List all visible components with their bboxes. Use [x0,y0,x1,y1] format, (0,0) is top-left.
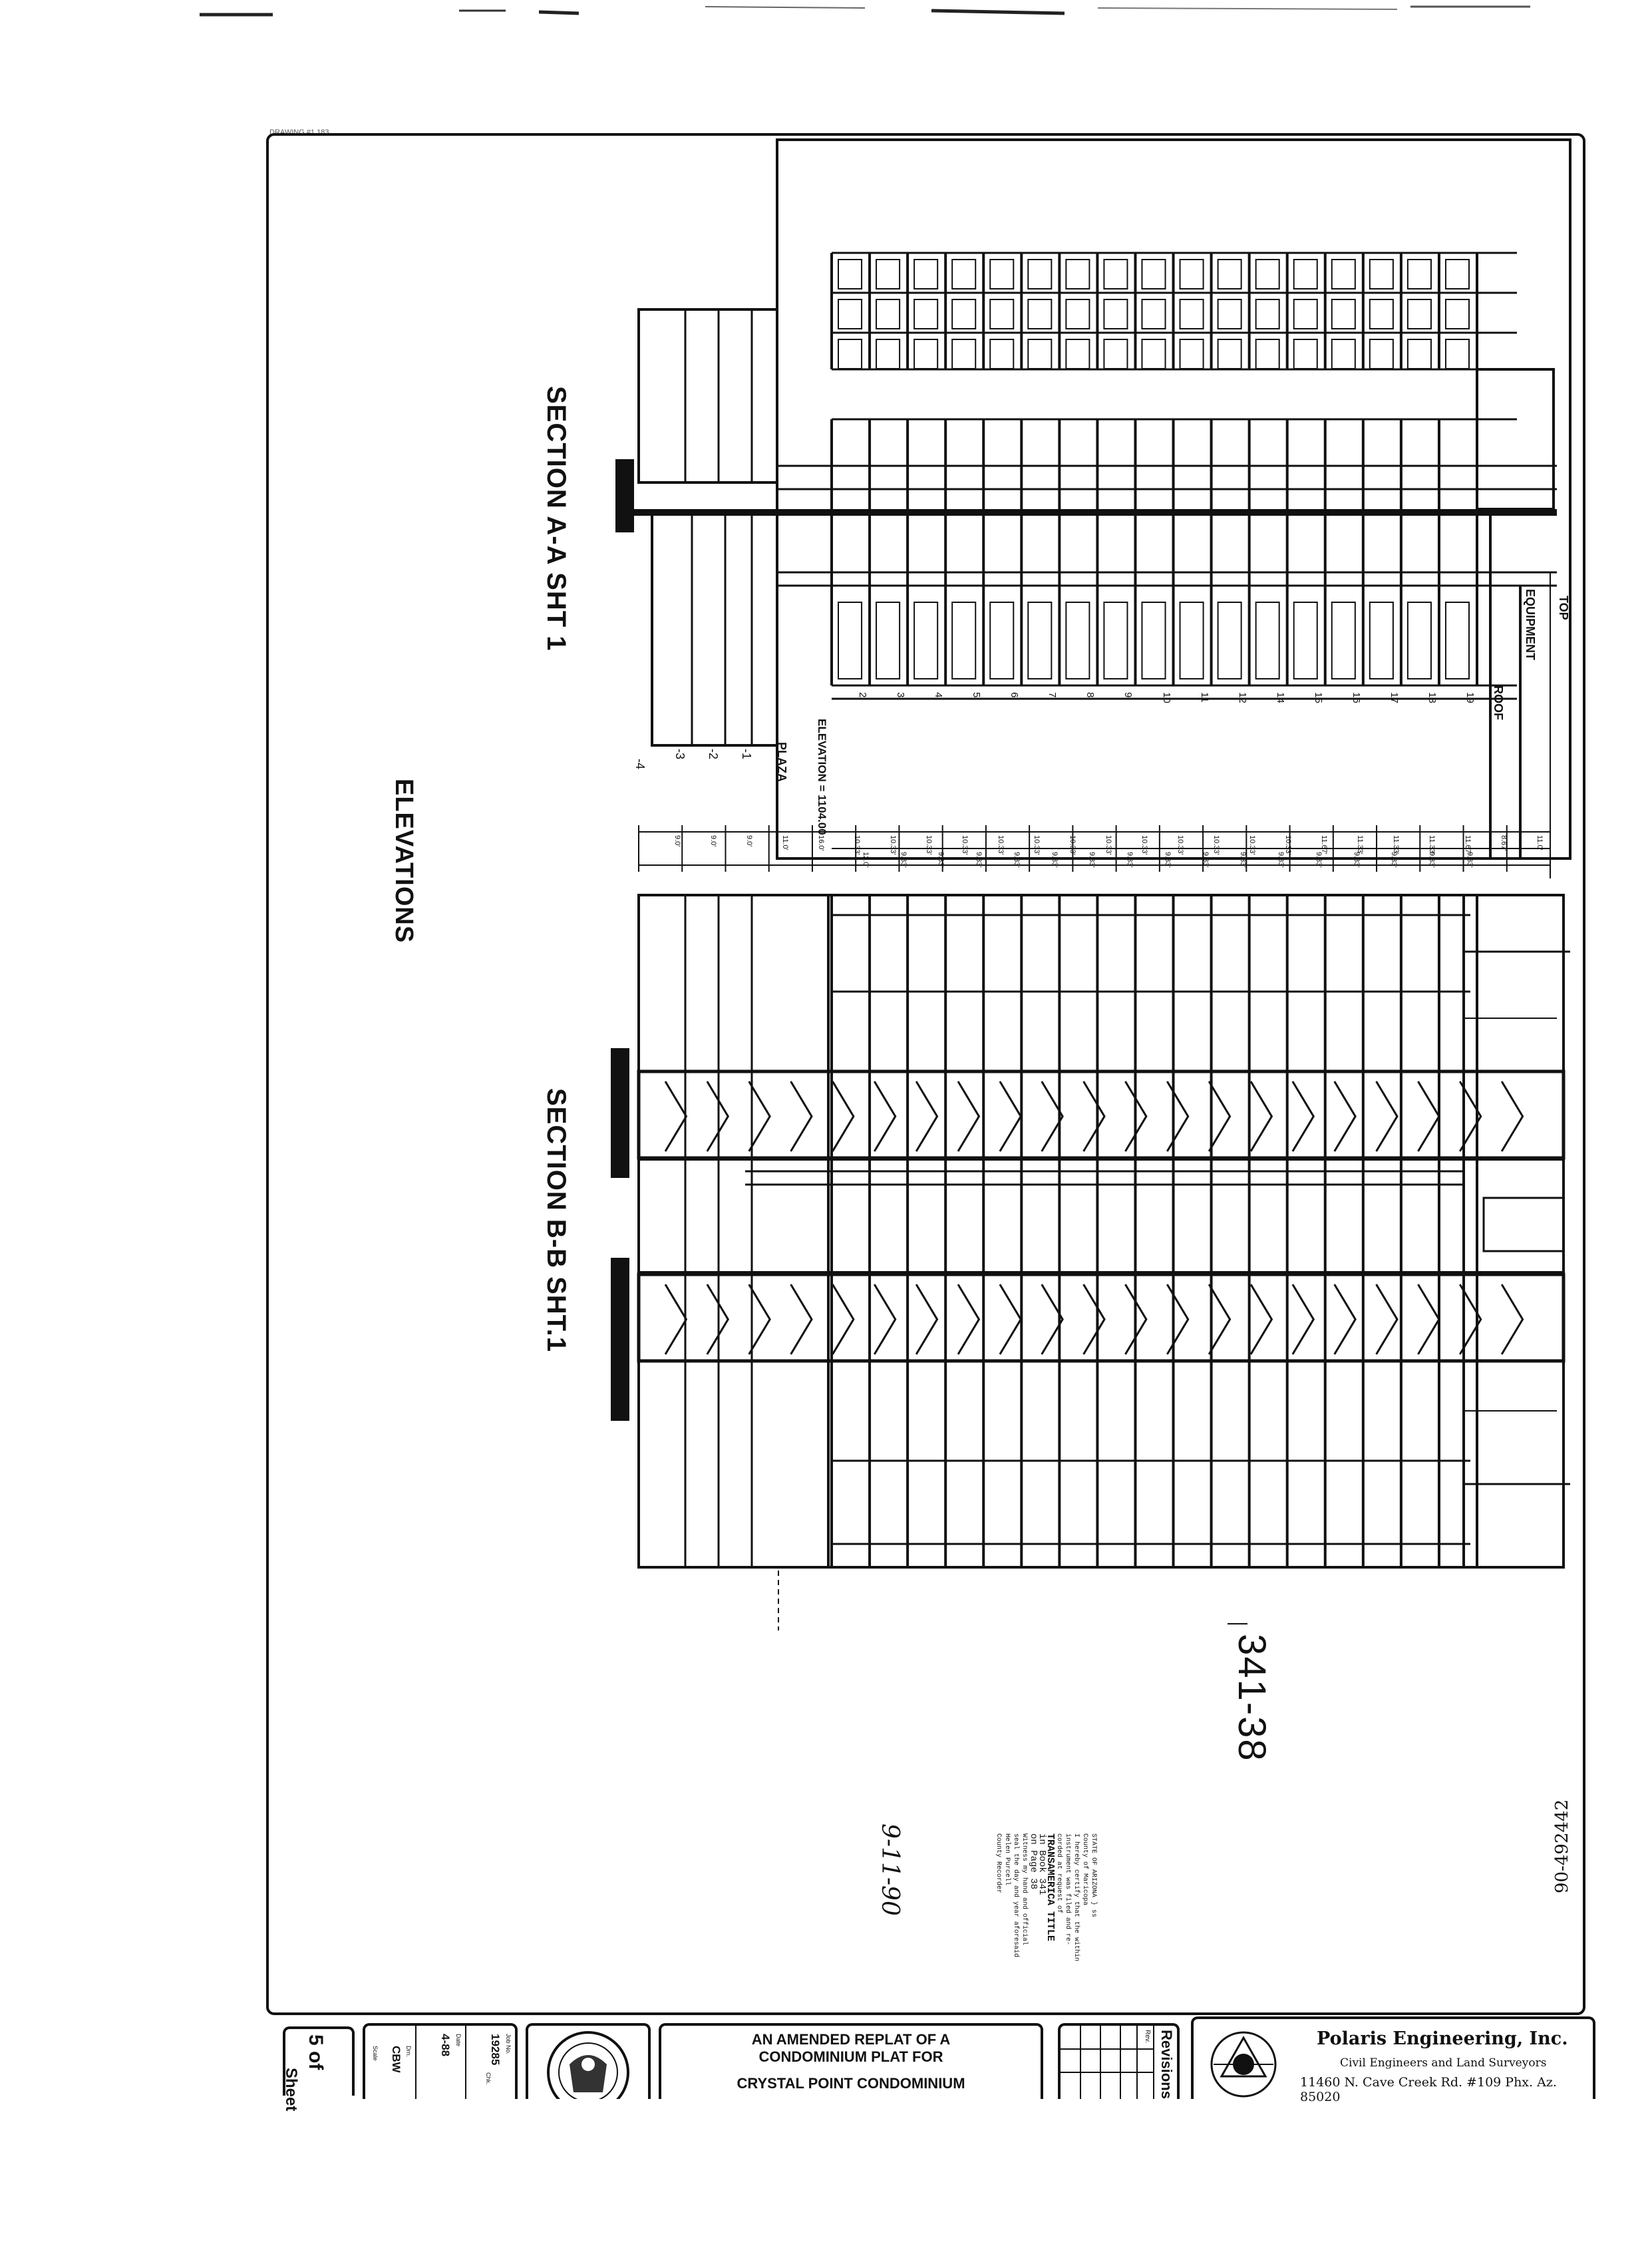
aa-window [1028,299,1051,329]
aa-window-lower [1408,602,1431,679]
revisions-box [1058,2023,1180,2099]
floor-number-label: 7 [1047,692,1059,698]
aa-window-lower [952,602,975,679]
dimension-lower: 9.33' [937,852,945,868]
dimension-lower: 9.33' [1239,852,1247,868]
aa-window [990,339,1013,369]
level-b1: -1 [740,749,753,760]
aa-window [914,339,937,369]
aa-window [1218,299,1241,329]
level-equipment: EQUIPMENT [1524,589,1537,661]
job-info-box [363,2023,518,2099]
dimension-lower: 9.33' [1428,852,1436,868]
floor-number-label: 8 [1084,692,1096,698]
aa-window-lower [990,602,1013,679]
aa-window-lower [838,602,862,679]
date-label: Date [455,2034,462,2047]
recording-stamp [994,1833,1098,1961]
stamp-line: Witness my hand and official [1021,1833,1028,1946]
floor-number-label: 6 [1009,692,1021,698]
aa-window [876,260,900,289]
dimension-lower: 9.33' [1314,852,1323,868]
dimension-lower: 9.33' [1126,852,1134,868]
dimension-lower: 9.33' [1088,852,1096,868]
sheet-number: 5 of [305,2034,327,2070]
book-page-number: 341-38 [1230,1634,1273,1762]
registered-seal-icon [528,2026,648,2099]
aa-window-lower [1028,602,1051,679]
drawn-value: CBW [390,2046,403,2073]
floor-number-label: 4 [933,692,945,698]
stamp-line: on Page 38 [1028,1833,1039,1890]
aa-garage-upper [639,309,777,482]
floor-number-label: 19 [1464,692,1476,703]
aa-window [1446,260,1469,289]
aa-window-lower [1370,602,1393,679]
aa-garage-lower [652,512,777,745]
floor-number-label: 12 [1236,692,1248,703]
aa-window [1104,339,1127,369]
sheet-label: Sheet [282,2068,300,2112]
aa-window-lower [1180,602,1204,679]
dimension-lower: 9.33' [899,852,908,868]
stamp-line: County Recorder [995,1833,1002,1894]
dimension-upper: 11.33' [1428,835,1436,854]
aa-window [914,260,937,289]
stamp-line: STATE OF ARIZONA } ss [1090,1833,1097,1918]
floor-number-label: 14 [1274,692,1286,703]
aa-window-lower [1218,602,1241,679]
stamp-line: TRANSAMERICA TITLE [1045,1833,1056,1942]
aa-window [990,260,1013,289]
drawn-label: Drn. [405,2046,412,2058]
aa-window-lower [1104,602,1127,679]
firm-address: 11460 N. Cave Creek Rd. #109 Phx. Az. 85020 [1300,2075,1557,2104]
section-aa-title: SECTION A-A SHT 1 [542,386,571,652]
aa-window-lower [1332,602,1355,679]
dimension-upper: 10.33' [1033,835,1041,855]
dimension-upper: 11.67' [1464,835,1472,854]
aa-window [1256,260,1279,289]
dimension-lower: 9.33' [1050,852,1059,868]
dimension-upper: 16.0' [817,835,825,851]
aa-window [838,260,862,289]
aa-window [1028,260,1051,289]
recording-number: 90-492442 [1552,1799,1572,1893]
revision-no-label: Rev. [1144,2030,1151,2043]
aa-window-lower [1294,602,1317,679]
aa-window [952,339,975,369]
aa-window [1332,339,1355,369]
level-b4: -4 [633,759,647,770]
aa-window [1370,299,1393,329]
drawing-number-note: DRAWING #1 183 [269,128,329,136]
section-bb-title: SECTION B-B SHT.1 [542,1088,571,1353]
bb-tower-outline [639,895,1564,1567]
aa-window [1370,260,1393,289]
dimension-upper: 10.33' [1248,835,1256,855]
aa-window [1218,339,1241,369]
aa-window-lower [1256,602,1279,679]
dimension-upper: 9.0' [673,835,681,847]
floor-number-label: 17 [1388,692,1400,703]
dimension-upper: 9.0' [709,835,717,847]
job-no-label: Job No. [505,2034,512,2055]
aa-window [1142,260,1165,289]
dimension-upper: 9.0' [745,835,753,847]
dimension-upper: 11.0' [1536,835,1544,850]
floor-number-label: 3 [895,692,907,698]
floor-number-label: 5 [971,692,983,698]
firm-tagline: Civil Engineers and Land Surveyors [1340,2056,1547,2070]
floor-number-label: 9 [1122,692,1134,698]
aa-window [1332,299,1355,329]
dimension-upper: 11.33' [1392,835,1400,854]
dimension-upper: 10.33' [925,835,933,855]
firm-name: Polaris Engineering, Inc. [1317,2028,1568,2049]
aa-window [1066,299,1089,329]
aa-window-lower [1066,602,1089,679]
aa-window [1294,339,1317,369]
dimension-upper: 10.33' [1104,835,1112,855]
dimension-upper: 11.33' [1356,835,1364,854]
stamp-date-handwritten: 9-11-90 [876,1823,904,1916]
aa-window [1066,260,1089,289]
elevations-title: ELEVATIONS [390,779,418,944]
dimension-upper: 10.33' [889,835,897,855]
level-b3: -3 [673,749,687,760]
aa-window-lower [914,602,937,679]
aa-window [876,299,900,329]
dimension-lower: 9.33' [1201,852,1210,868]
stamp-line: corded at request of [1055,1833,1063,1914]
floor-number-label: 11 [1198,692,1210,703]
job-no-value: 19285 [489,2034,502,2066]
aa-window [1408,260,1431,289]
project-title-line-2: CONDOMINIUM PLAT FOR [758,2048,943,2065]
aa-window [1446,299,1469,329]
aa-window-lower [1142,602,1165,679]
stamp-line: I hereby certify that the within [1072,1833,1080,1962]
aa-window [1294,299,1317,329]
project-title-box [659,2023,1043,2099]
dimension-upper: 10.33' [961,835,969,855]
floor-number-label: 16 [1350,692,1362,703]
bb-stair-zigzag [665,1081,1523,1151]
stamp-line: County of Maricopa [1081,1833,1088,1906]
dimension-upper: 8.67' [1500,835,1508,851]
aa-window [838,299,862,329]
elevation-label: ELEVATION = 1104.00 [816,719,828,835]
aa-window [952,299,975,329]
aa-window [1446,339,1469,369]
stamp-line: instrument was filed and re- [1064,1833,1071,1946]
aa-window [1408,299,1431,329]
sheet-number-box [282,2026,355,2112]
stamp-line: seal the day and year aforesaid [1012,1833,1019,1958]
dimension-upper: 10.33' [853,835,861,855]
aa-window [1180,260,1204,289]
stamp-line: Helen Purcell [1003,1833,1011,1886]
dimension-lower: 9.33' [1163,852,1172,868]
aa-window [876,339,900,369]
aa-window [1142,339,1165,369]
dimension-upper: 10.33' [1069,835,1076,855]
dimension-upper: 10.33' [997,835,1005,855]
dimension-lower: 12.0' [861,852,870,868]
date-value: 4-88 [439,2034,452,2057]
project-title-line-3: CRYSTAL POINT CONDOMINIUM [737,2075,965,2092]
aa-window [914,299,937,329]
polaris-logo-icon [1200,2024,1287,2098]
floor-number-label: 18 [1426,692,1438,703]
dimension-lower: 9.33' [975,852,983,868]
dimension-upper: 10.33' [1284,835,1292,855]
level-plaza: PLAZA [775,742,788,782]
firm-box [1191,2016,1595,2104]
aa-window-lower [876,602,900,679]
aa-window [1256,339,1279,369]
bb-stair-zigzag [665,1284,1523,1354]
aa-window [1370,339,1393,369]
dimension-lower: 9.33' [1466,852,1474,868]
floor-number-label: 2 [857,692,869,698]
dimension-lower: 9.33' [1352,852,1361,868]
floor-number-label: 15 [1312,692,1324,703]
revisions-label: Revisions [1158,2030,1175,2099]
floor-number-label: 10 [1160,692,1172,703]
aa-window [952,260,975,289]
aa-window [1332,260,1355,289]
aa-window [1294,260,1317,289]
stamp-line: in Book 341 [1037,1833,1047,1895]
dimension-lower: 9.33' [1390,852,1399,868]
aa-window [990,299,1013,329]
level-roof: ROOF [1492,685,1505,720]
level-b2: -2 [707,749,720,760]
aa-window [838,339,862,369]
dimension-upper: 10.33' [1140,835,1148,855]
checked-label: Chk. [485,2072,492,2085]
aa-window [1028,339,1051,369]
dimension-lower: 9.33' [1012,852,1021,868]
aa-window [1180,339,1204,369]
dimension-upper: 11.67' [1320,835,1328,854]
scale-label: Scale [372,2046,379,2061]
aa-window [1256,299,1279,329]
dimension-upper: 11.0' [781,835,789,850]
seal-box [526,2023,651,2099]
dimension-upper: 10.33' [1212,835,1220,855]
aa-window [1180,299,1204,329]
dimension-upper: 10.33' [1176,835,1184,855]
aa-window [1104,260,1127,289]
aa-window [1104,299,1127,329]
aa-window-lower [1446,602,1469,679]
dimension-lower: 9.33' [1277,852,1285,868]
aa-window [1066,339,1089,369]
aa-window [1218,260,1241,289]
project-title-line-1: AN AMENDED REPLAT OF A [751,2031,951,2048]
level-top: TOP [1557,596,1570,620]
aa-window [1142,299,1165,329]
aa-window [1408,339,1431,369]
